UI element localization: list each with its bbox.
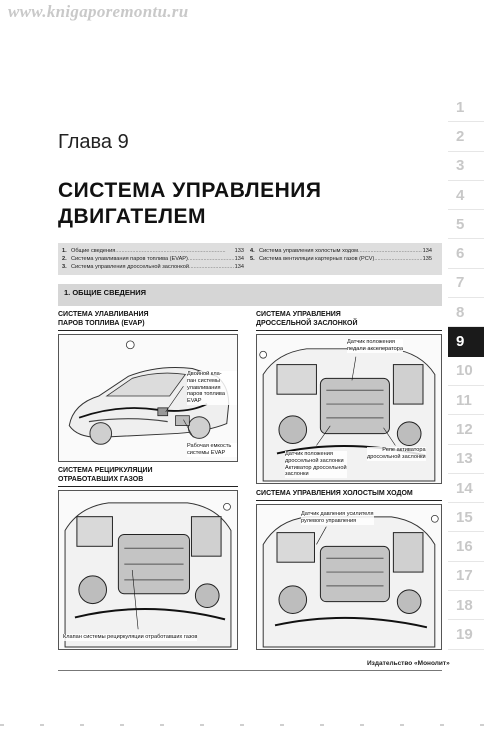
figure-title-line: СИСТЕМА УПРАВЛЕНИЯ — [256, 311, 341, 318]
figure-title-rule — [58, 486, 238, 487]
toc-item-title: Система вентиляции картерных газов (PCV) — [259, 256, 375, 262]
chapter-tab-15[interactable]: 15 — [448, 503, 484, 532]
toc-item-page: 134 — [234, 256, 244, 262]
chapter-tab-13[interactable]: 13 — [448, 445, 484, 474]
figure-throttle-engine — [256, 334, 442, 484]
callout-throttle-sensor: Датчик положения дроссельной заслонки Активатор дроссельной заслонки — [285, 451, 347, 478]
page-edge-scan-artifact — [0, 724, 500, 726]
chapter-tab-17[interactable]: 17 — [448, 562, 484, 591]
toc-leader-dots — [358, 247, 422, 255]
toc-leader-dots — [374, 255, 421, 263]
figure-title-rule — [256, 500, 442, 501]
chapter-tabs — [448, 93, 484, 650]
footer-rule — [58, 670, 442, 671]
figure-title-line: ОТРАБОТАВШИХ ГАЗОВ — [58, 475, 144, 483]
figure-idle-engine — [256, 504, 442, 650]
toc-leader-dots — [188, 255, 234, 263]
toc-item[interactable] — [62, 255, 250, 263]
chapter-tab-18[interactable]: 18 — [448, 591, 484, 620]
chapter-tab-5[interactable]: 5 — [448, 210, 484, 239]
figure-title-line: ПАРОВ ТОПЛИВА (EVAP) — [58, 319, 145, 327]
toc-item-title: Система управления холостым ходом — [259, 248, 359, 254]
engine-bay-illustration — [257, 505, 441, 649]
toc-item-page: 133 — [234, 248, 244, 254]
figure-title-line: СИСТЕМА УПРАВЛЕНИЯ ХОЛОСТЫМ ХОДОМ — [256, 490, 413, 497]
toc-item[interactable] — [250, 255, 438, 263]
chapter-tab-9[interactable]: 9 — [448, 327, 484, 356]
publisher-credit: Издательство «Монолит» — [367, 660, 450, 667]
toc-item-title: Общие сведения — [71, 248, 116, 254]
section-header: 1. ОБЩИЕ СВЕДЕНИЯ — [58, 284, 442, 306]
toc-item-page: 134 — [422, 248, 432, 254]
chapter-tab-12[interactable]: 12 — [448, 415, 484, 444]
toc-item-title: Система улавливания паров топлива (EVAP) — [71, 256, 188, 262]
chapter-tab-3[interactable]: 3 — [448, 152, 484, 181]
figure-title-line: СИСТЕМА УЛАВЛИВАНИЯ — [58, 311, 149, 318]
toc-item[interactable] — [250, 247, 438, 255]
toc-column-right — [250, 247, 438, 275]
toc-item-number: 4. — [250, 248, 255, 254]
figure-title-egr — [58, 467, 153, 484]
chapter-title-line-1: СИСТЕМА УПРАВЛЕНИЯ — [58, 179, 322, 202]
toc-item-page: 135 — [422, 256, 432, 262]
table-of-contents — [58, 243, 442, 275]
chapter-tab-11[interactable]: 11 — [448, 386, 484, 415]
callout-evap-canister: Рабочая емкость системы EVAP — [187, 443, 238, 457]
toc-item-title: Система управления дроссельной заслонкой — [71, 264, 189, 270]
chapter-tab-8[interactable]: 8 — [448, 298, 484, 327]
toc-column-left — [62, 247, 250, 275]
callout-pedal-sensor: Датчик положения педали акселератора — [347, 339, 403, 352]
figure-title-line: ДРОССЕЛЬНОЙ ЗАСЛОНКОЙ — [256, 319, 358, 327]
callout-ps-pressure-sensor: Датчик давления усилителя рулевого управления — [301, 511, 374, 524]
callout-throttle-relay: Реле активатора дроссельной заслонки — [367, 447, 426, 460]
callout-egr-valve: Клапан системы рециркуляции отработавших газов — [63, 634, 198, 640]
toc-leader-dots — [189, 263, 234, 271]
callout-evap-valve: Двойной кла- пан системы улавливания паров топлива EVAP — [187, 371, 237, 405]
toc-leader-dots — [115, 247, 233, 255]
chapter-tab-16[interactable]: 16 — [448, 532, 484, 561]
figure-title-throttle — [256, 311, 358, 328]
chapter-tab-2[interactable]: 2 — [448, 122, 484, 151]
figure-title-rule — [58, 330, 238, 331]
toc-item-number: 3. — [62, 264, 67, 270]
toc-item[interactable] — [62, 263, 250, 271]
toc-item-number: 1. — [62, 248, 67, 254]
chapter-title-line-2: ДВИГАТЕЛЕМ — [58, 205, 206, 228]
chapter-tab-4[interactable]: 4 — [448, 181, 484, 210]
figure-egr-engine — [58, 490, 238, 650]
figure-title-evap — [58, 311, 149, 328]
chapter-tab-10[interactable]: 10 — [448, 357, 484, 386]
chapter-tab-14[interactable]: 14 — [448, 474, 484, 503]
chapter-label: Глава 9 — [58, 131, 129, 153]
chapter-tab-6[interactable]: 6 — [448, 239, 484, 268]
chapter-title — [58, 178, 321, 230]
watermark: www.knigaporemontu.ru — [8, 2, 189, 21]
figure-title-idle — [256, 490, 413, 499]
figure-title-rule — [256, 330, 442, 331]
toc-item-number: 2. — [62, 256, 67, 262]
chapter-tab-19[interactable]: 19 — [448, 620, 484, 649]
engine-bay-illustration — [59, 491, 237, 649]
toc-item-page: 134 — [234, 264, 244, 270]
figure-title-line: СИСТЕМА РЕЦИРКУЛЯЦИИ — [58, 467, 153, 474]
toc-item[interactable] — [62, 247, 250, 255]
figure-evap-car — [58, 334, 238, 462]
chapter-tab-1[interactable]: 1 — [448, 93, 484, 122]
toc-item-number: 5. — [250, 256, 255, 262]
chapter-tab-7[interactable]: 7 — [448, 269, 484, 298]
